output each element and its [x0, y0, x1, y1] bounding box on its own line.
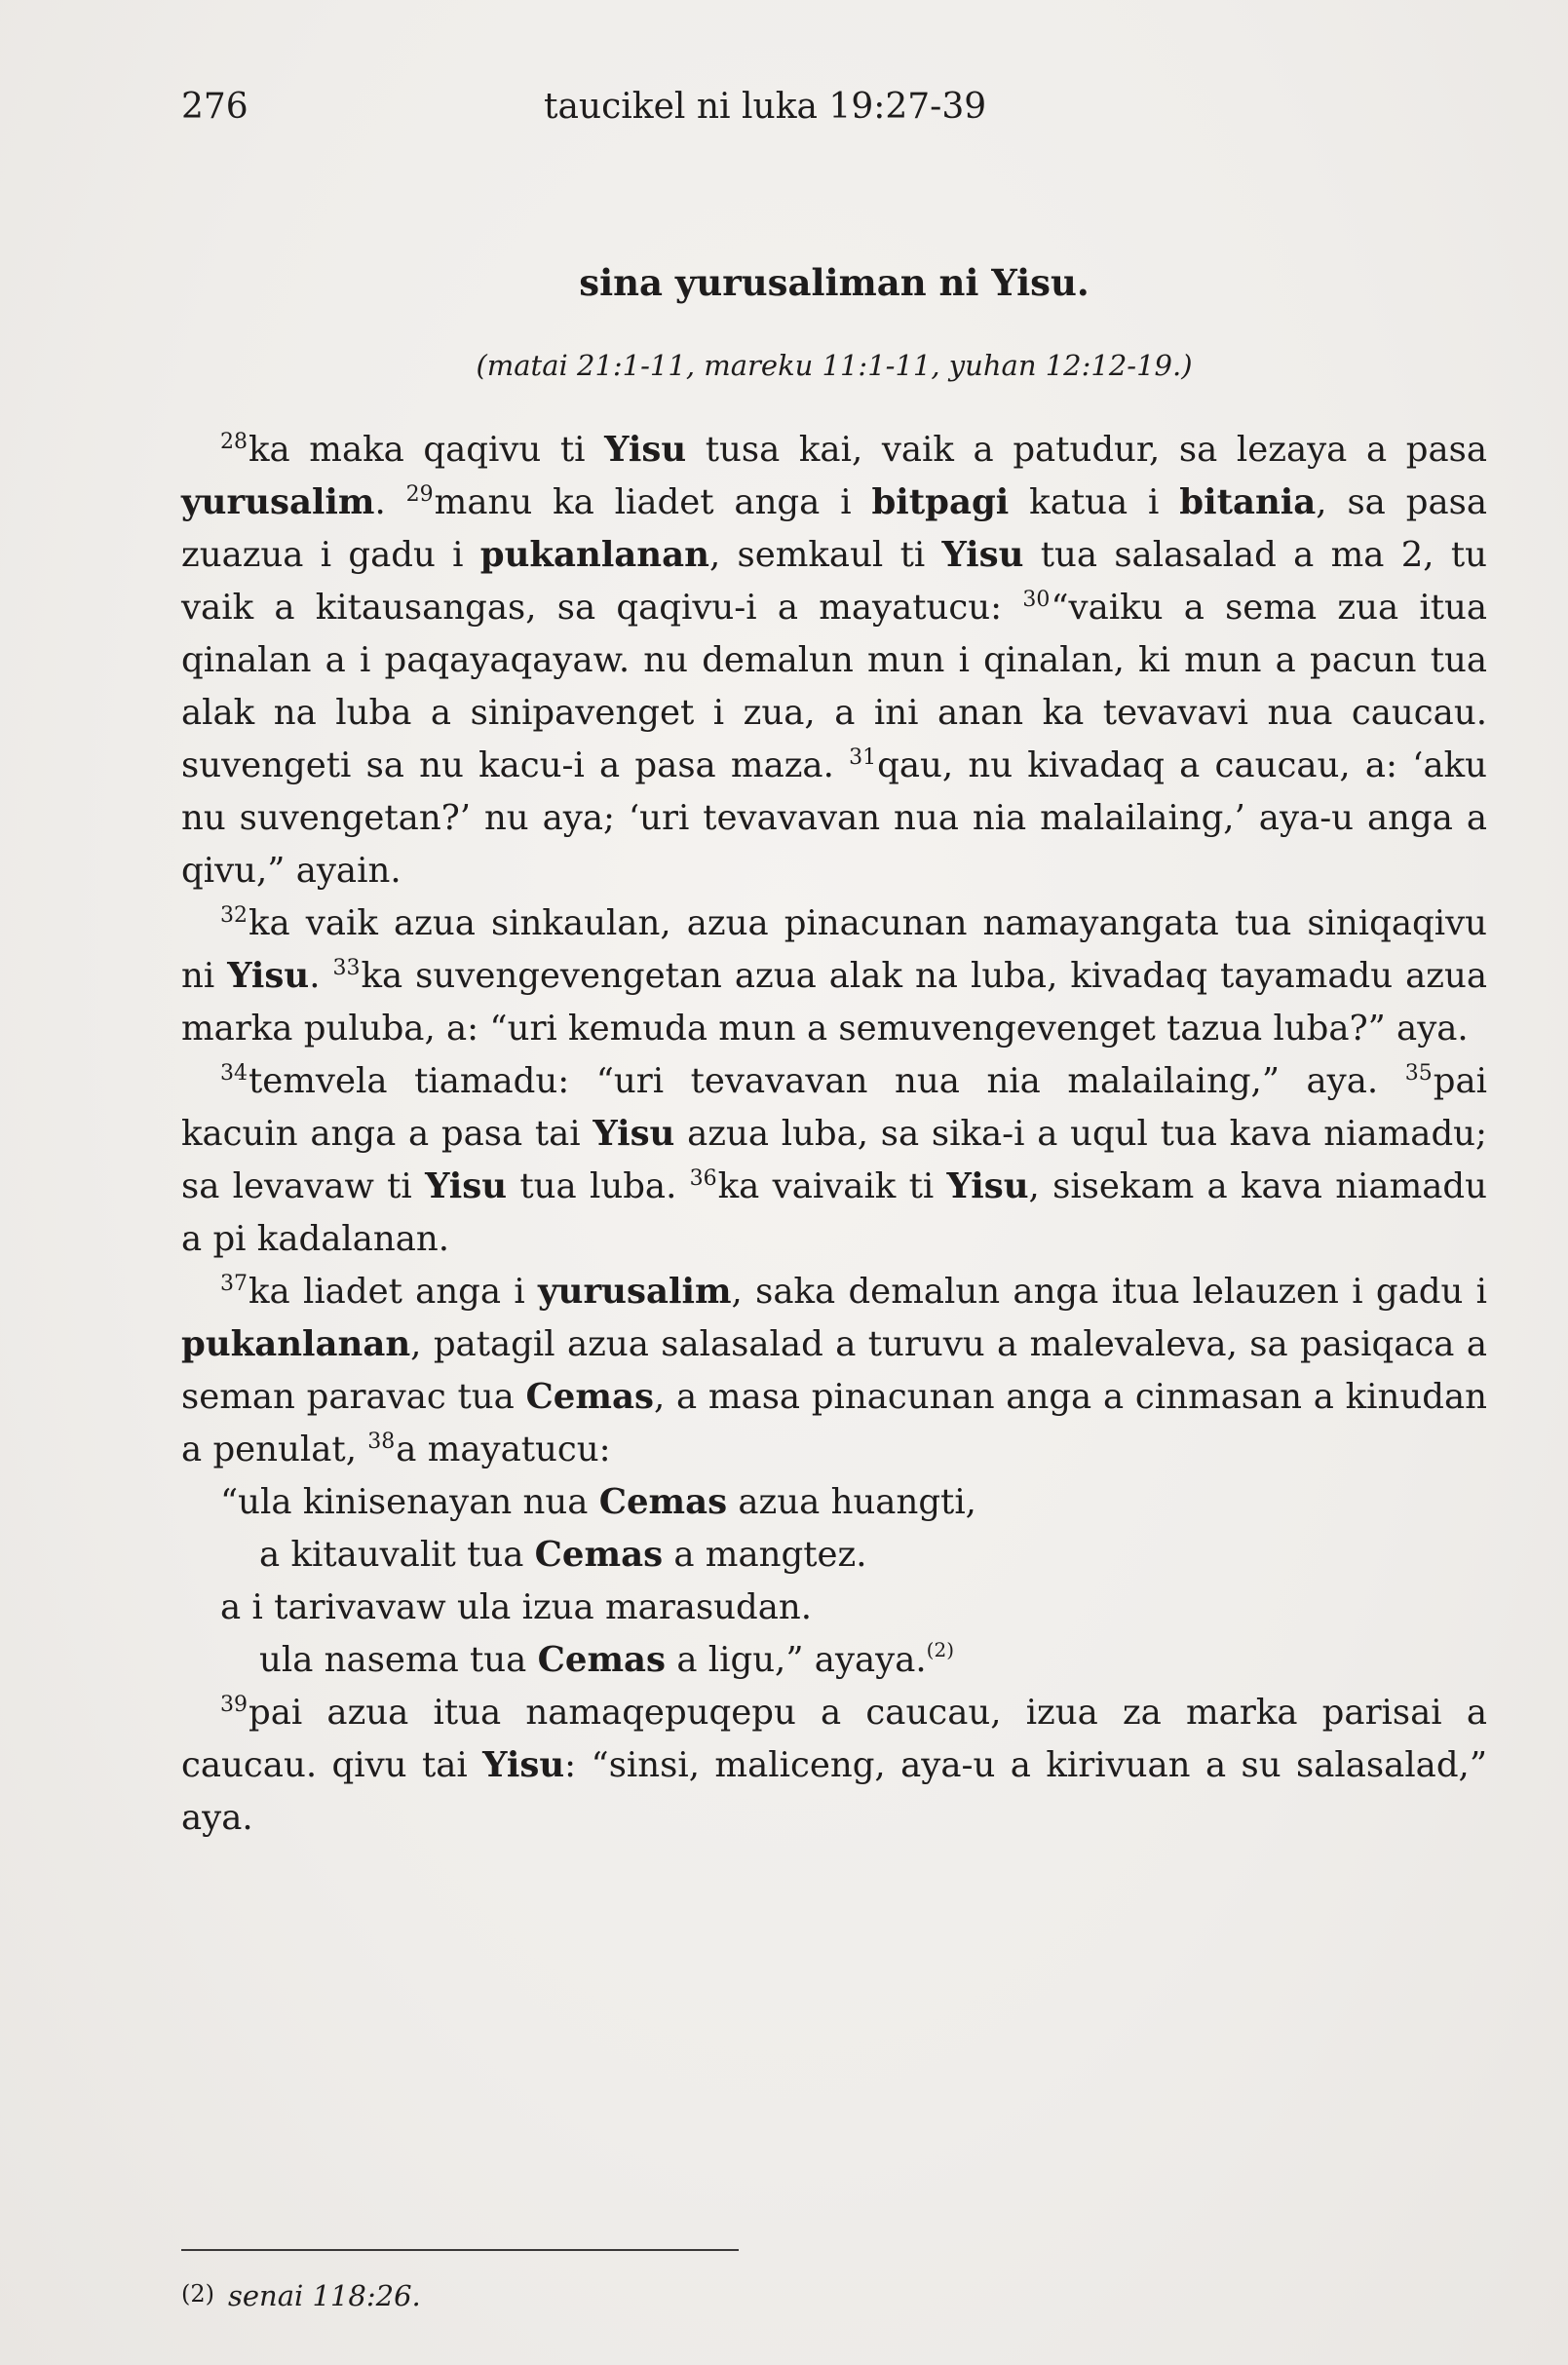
text-run: ka suvengevengetan azua alak na luba, kivadaq tayamadu azua marka puluba, a: “uri kemuda mun a semuvengevenget tazua luba?” aya.: [181, 956, 1487, 1049]
text-run: tua luba.: [507, 1166, 690, 1206]
bold-name: Yisu: [425, 1166, 508, 1206]
bold-name: Cemas: [534, 1535, 664, 1575]
text-run: ula nasema tua: [259, 1640, 538, 1680]
bold-name: bitania: [1179, 482, 1317, 522]
bold-name: Cemas: [598, 1482, 728, 1522]
text-run: tua salasalad a ma 2, tu vaik a kitausangas, sa qaqivu-i a mayatucu:: [181, 535, 1487, 628]
verse-number: 31: [849, 745, 877, 770]
footnote: [181, 2276, 1156, 2313]
verse-number: 39: [220, 1693, 248, 1717]
bold-name: yurusalim: [538, 1272, 732, 1312]
footnote-rule: [181, 2249, 739, 2251]
bold-name: Yisu: [946, 1166, 1029, 1206]
verse-number: 36: [689, 1166, 717, 1191]
text-run: pai azua itua namaqepuqepu a caucau, izua za marka parisai a caucau. qivu tai: [181, 1693, 1487, 1785]
verse-number: 32: [220, 903, 248, 928]
section-cross-reference: (matai 21:1-11, mareku 11:1-11, yuhan 12:12-19.): [476, 349, 1193, 382]
text-run: , a masa pinacunan anga a cinmasan a kinudan a penulat,: [181, 1377, 1487, 1469]
paragraph-32: [181, 897, 1487, 1055]
text-run: a ligu,” ayaya.: [666, 1640, 927, 1680]
text-run: katua i: [1009, 482, 1180, 522]
poem-line-3: [181, 1582, 1487, 1634]
bold-name: Yisu: [604, 430, 687, 470]
text-run: ka maka qaqivu ti: [249, 430, 605, 470]
verse-number: 34: [220, 1061, 248, 1086]
text-run: azua luba, sa sika-i a uqul tua kava niamadu; sa levavaw ti: [181, 1114, 1487, 1206]
footnote-marker: (2): [926, 1638, 955, 1661]
bold-name: pukanlanan: [479, 535, 709, 575]
text-run: a mangtez.: [663, 1535, 867, 1575]
running-title: taucikel ni luka 19:27-39: [544, 87, 987, 127]
paragraph-37: [181, 1266, 1487, 1476]
text-run: a i tarivavaw ula izua marasudan.: [220, 1587, 813, 1627]
text-run: , sa pasa zuazua i gadu i: [181, 482, 1488, 575]
verse-number: 35: [1404, 1061, 1433, 1086]
text-run: .: [374, 482, 406, 522]
bold-name: bitpagi: [871, 482, 1010, 522]
poem-line-1: [181, 1476, 1487, 1529]
verse-number: 30: [1022, 588, 1051, 612]
paragraph-28: [181, 424, 1487, 897]
bold-name: yurusalim: [181, 482, 375, 522]
bold-name: Cemas: [537, 1640, 667, 1680]
text-run: a mayatucu:: [396, 1430, 611, 1469]
text-run: , semkaul ti: [708, 535, 942, 575]
verse-number: 37: [220, 1272, 248, 1296]
bold-name: Cemas: [525, 1377, 654, 1417]
bold-name: pukanlanan: [181, 1324, 411, 1364]
text-run: azua huangti,: [727, 1482, 976, 1522]
bold-name: Yisu: [227, 956, 310, 996]
poem-line-2: [181, 1529, 1487, 1582]
text-run: , patagil azua salasalad a turuvu a malevaleva, sa pasiqaca a seman paravac tua: [181, 1324, 1487, 1417]
verse-number: 29: [405, 482, 434, 507]
verse-number: 33: [332, 956, 361, 980]
section-heading: sina yurusaliman ni Yisu.: [579, 261, 1090, 304]
text-run: , sisekam a kava niamadu a pi kadalanan.: [181, 1166, 1487, 1259]
poem-line-4: [181, 1634, 1487, 1687]
bold-name: Yisu: [482, 1745, 565, 1785]
text-run: temvela tiamadu: “uri tevavavan nua nia malailaing,” aya.: [249, 1061, 1405, 1101]
text-run: “vaiku a sema zua itua qinalan a i paqayaqayaw. nu demalun mun i qinalan, ki mun a pacun tua alak na luba a sinipavenget i zua, a ini anan ka tevavavi nua caucau. suvengeti sa nu kacu-i a pasa maza.: [181, 588, 1487, 785]
paragraph-39: [181, 1687, 1487, 1845]
scripture-text: [181, 424, 1487, 1845]
text-run: ka vaivaik ti: [717, 1166, 947, 1206]
bold-name: Yisu: [593, 1114, 675, 1154]
text-run: pai kacuin anga a pasa tai: [181, 1061, 1487, 1154]
text-run: “ula kinisenayan nua: [220, 1482, 599, 1522]
text-run: ka liadet anga i: [249, 1272, 539, 1312]
text-run: ka vaik azua sinkaulan, azua pinacunan namayangata tua siniqaqivu ni: [181, 903, 1487, 996]
verse-number: 28: [220, 430, 248, 454]
text-run: tusa kai, vaik a patudur, sa lezaya a pasa: [686, 430, 1488, 470]
text-run: a kitauvalit tua: [259, 1535, 535, 1575]
footnote-number: (2): [181, 2280, 214, 2308]
bold-name: Yisu: [941, 535, 1024, 575]
paragraph-34: [181, 1055, 1487, 1266]
verse-number: 38: [367, 1430, 396, 1454]
page-number: 276: [181, 87, 249, 127]
text-run: , saka demalun anga itua lelauzen i gadu i: [731, 1272, 1487, 1312]
text-run: manu ka liadet anga i: [434, 482, 872, 522]
text-run: : “sinsi, maliceng, aya-u a kirivuan a su salasalad,” aya.: [181, 1745, 1487, 1838]
text-run: qau, nu kivadaq a caucau, a: ‘aku nu suvengetan?’ nu aya; ‘uri tevavavan nua nia malailaing,’ aya-u anga a qivu,” ayain.: [181, 745, 1488, 891]
footnote-reference: senai 118:26.: [228, 2279, 421, 2312]
text-run: .: [309, 956, 333, 996]
